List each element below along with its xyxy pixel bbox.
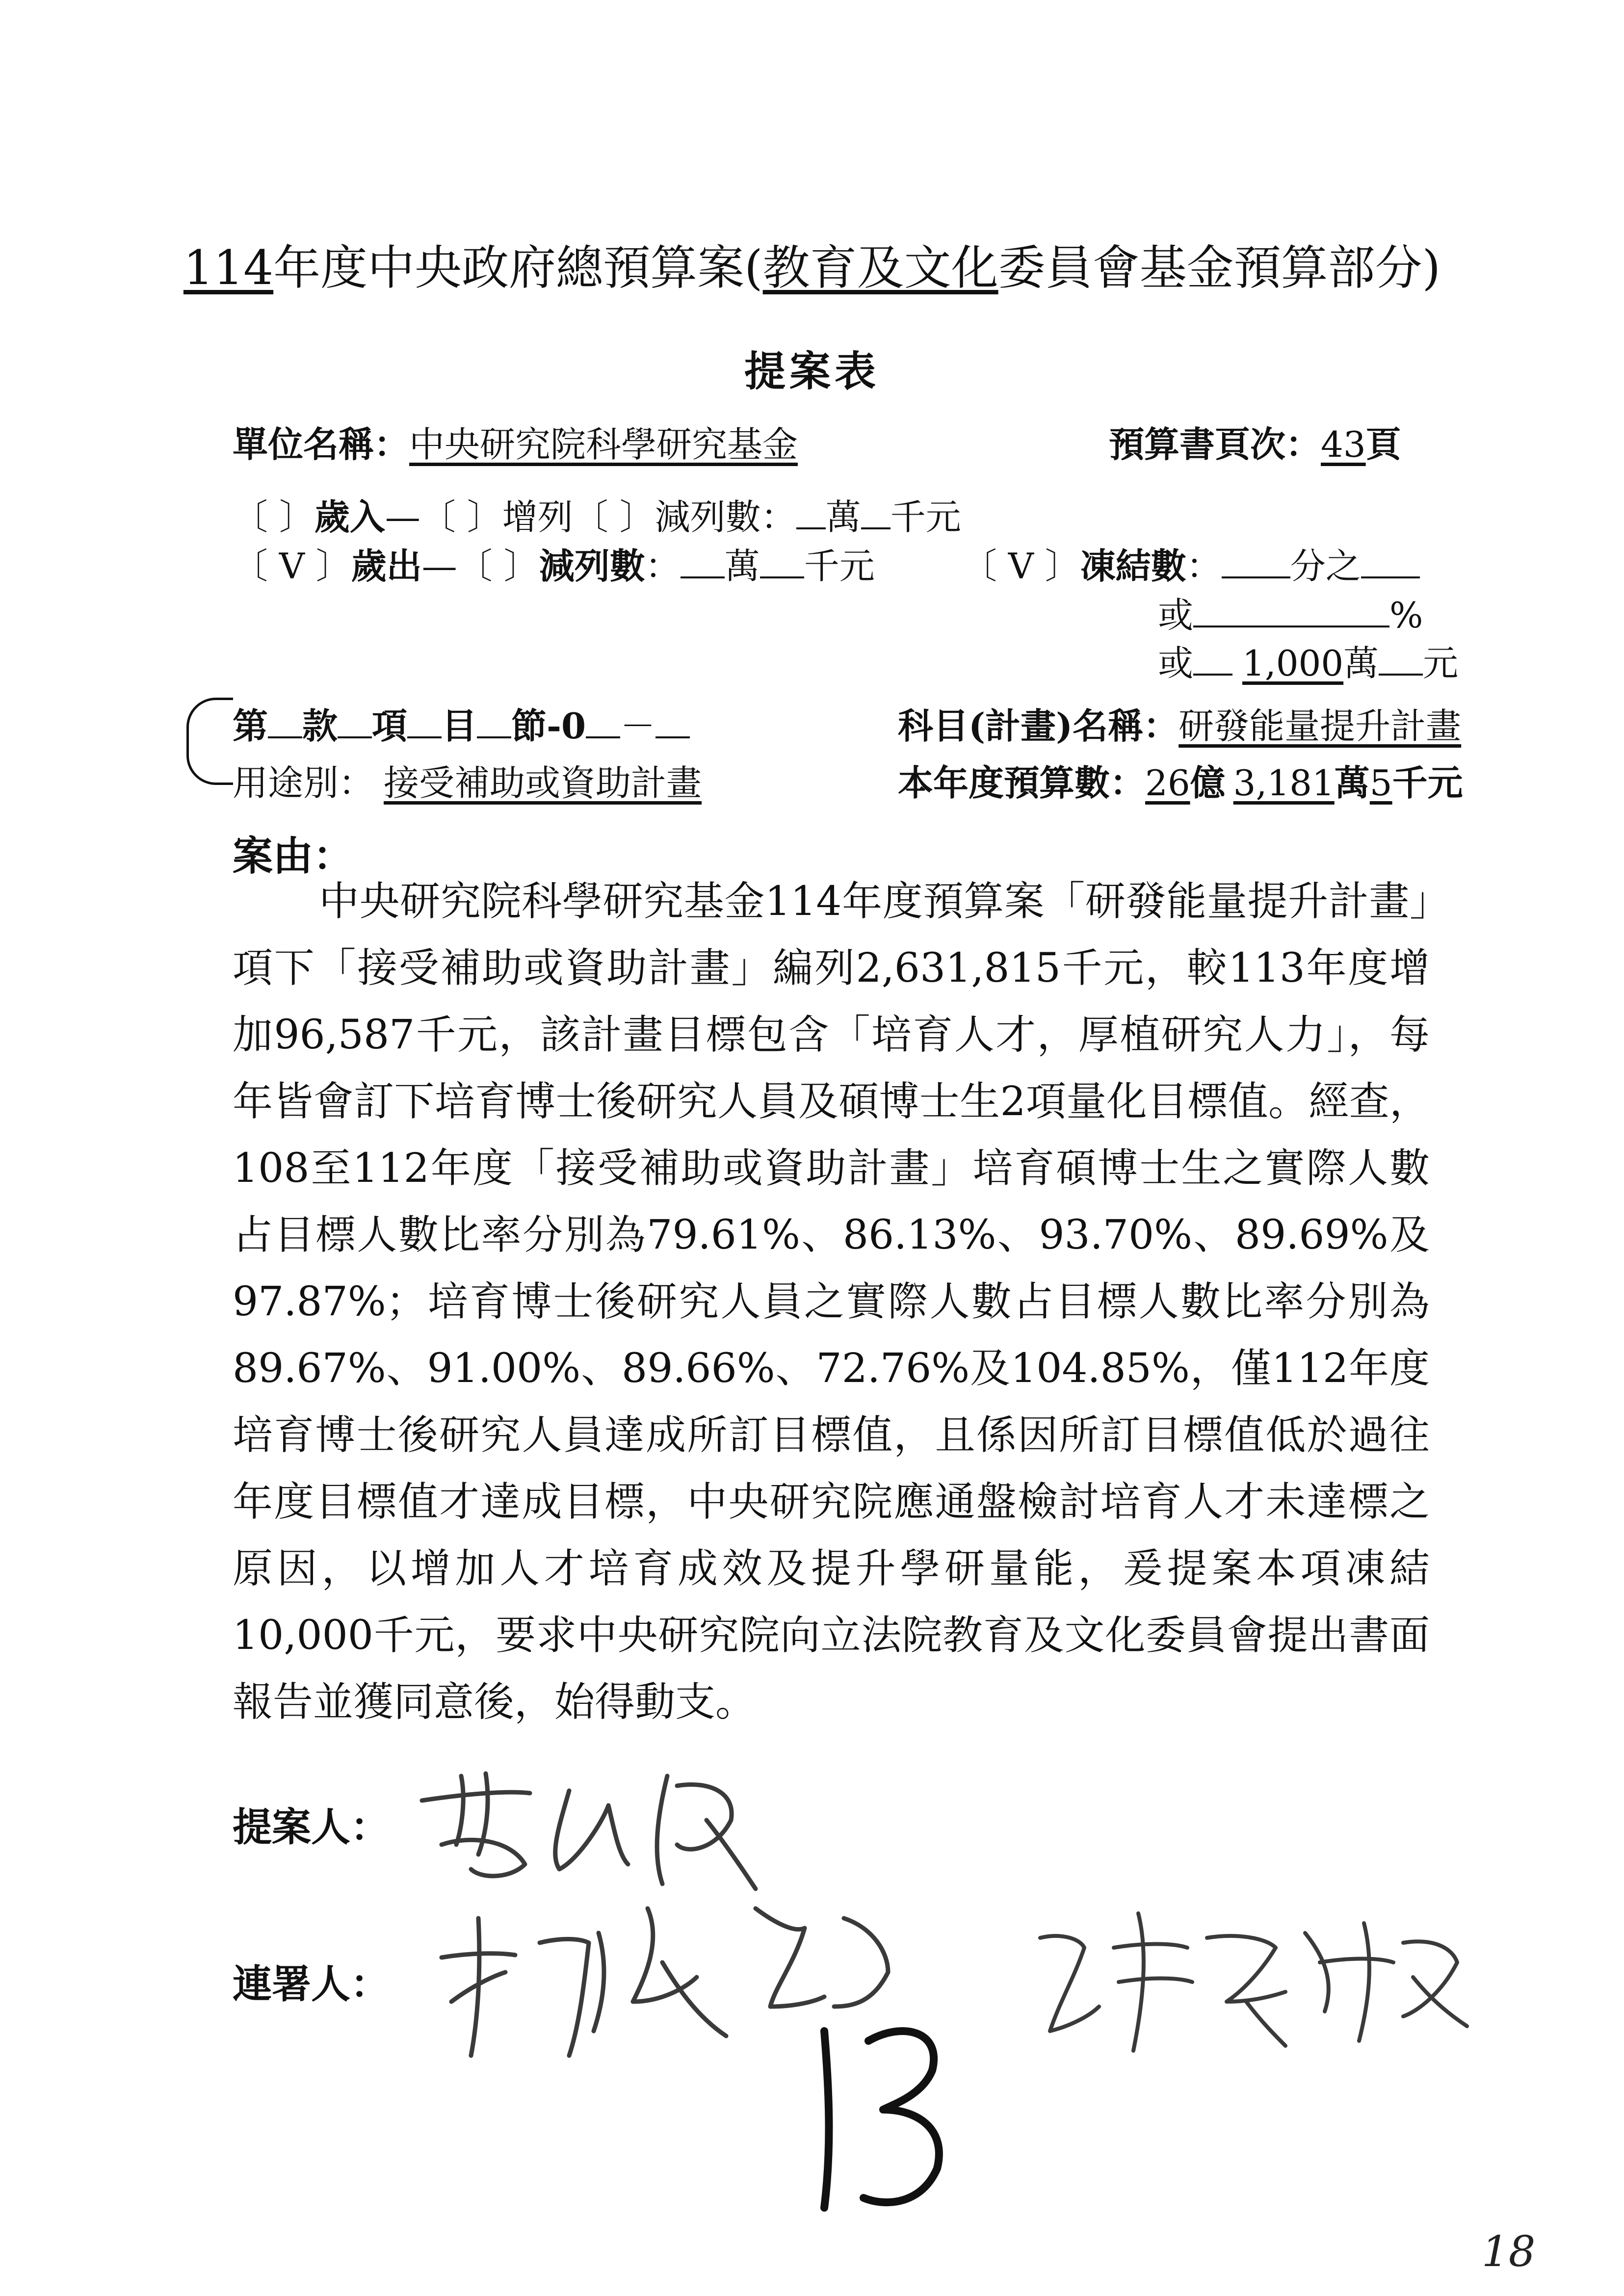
freeze-row	[962, 538, 1420, 589]
expense-wan: 萬	[724, 546, 760, 587]
revenue-label: 歲入	[314, 496, 385, 538]
expense-dash: —〔 〕	[421, 546, 539, 587]
revenue-qian: 千元	[890, 496, 961, 538]
subject-label: 科目(計畫)名稱：	[898, 705, 1179, 747]
revenue-qian-blank	[861, 498, 891, 529]
page-number: 18	[1482, 2227, 1536, 2276]
item-dash: －	[620, 705, 656, 747]
title-suffix: 委員會基金預算部分)	[998, 240, 1441, 295]
or-percent-or: 或	[1158, 595, 1194, 636]
freeze-colon: ：	[1186, 546, 1222, 587]
or-percent-row	[1158, 587, 1423, 638]
budget-yi: 億	[1190, 762, 1226, 804]
use-row	[233, 755, 702, 806]
budget-yi-value: 26	[1145, 762, 1190, 804]
tail-blank	[655, 707, 690, 738]
item-kuan: 款	[302, 705, 338, 747]
proposer-label: 提案人：	[233, 1804, 390, 1850]
subject-row	[898, 698, 1461, 749]
cosigner-signature-2	[1030, 1904, 1472, 2072]
item-xiang: 項	[372, 705, 408, 747]
unit-row	[233, 416, 798, 467]
item-di: 第	[233, 705, 268, 747]
page-title	[0, 231, 1624, 298]
mu-blank	[407, 707, 442, 738]
reason-text: 中央研究院科學研究基金114年度預算案「研發能量提升計畫」項下「接受補助或資助計畫」編列2,631,815千元，較113年度增加96,587千元，該計畫目標包含「培育人才，厚植研究人力」，每年皆會訂下培育博士後研究人員及碩博士生2項量化目標值。經查，108至112年度「接受補助或資助計畫」培育碩博士生之實際人數占目標人數比率分別為79.61%、86.13%、93.70%、89.69%及97.87%；培育博士後研究人員之實際人數占目標人數比率分別為89.67%、91.00%、89.66%、72.76%及104.85%，僅112年度培育博士後研究人員達成所訂目標值，且係因所訂目標值低於過往年度目標值才達成目標，中央研究院應通盤檢討培育人才未達標之原因，以增加人才培育成效及提升學研量能，爰提案本項凍結10,000千元，要求中央研究院向立法院教育及文化委員會提出書面報告並獲同意後，始得動支。	[233, 878, 1430, 1725]
title-year: 114	[183, 240, 274, 295]
revenue-wan: 萬	[825, 496, 861, 538]
expense-wan-blank	[681, 547, 725, 578]
or-amount-row	[1158, 635, 1458, 686]
handwritten-number	[795, 2011, 962, 2219]
freeze-amount-qian: 元	[1423, 643, 1459, 684]
expense-reduce-label: 減列數	[539, 545, 645, 587]
proposer-signature	[412, 1747, 765, 1905]
budget-wan-value: 3,181	[1233, 762, 1335, 804]
title-prefix: 年度中央政府總預算案(	[273, 240, 763, 295]
xiang-blank	[338, 707, 372, 738]
item-jie: 節-0	[511, 705, 586, 747]
freeze-amount-wan: 萬	[1343, 643, 1379, 684]
percent-blank	[1193, 596, 1389, 627]
unit-value: 中央研究院科學研究基金	[409, 424, 798, 465]
revenue-rest: —〔 〕增列〔 〕減列數：	[385, 496, 796, 538]
use-label: 用途別：	[233, 762, 374, 804]
expense-rest: ：	[645, 546, 681, 587]
revenue-wan-blank	[796, 498, 826, 529]
budget-row	[898, 755, 1463, 806]
budget-qian: 千元	[1392, 762, 1463, 804]
freeze-check: 〔 V 〕	[962, 546, 1080, 587]
expense-qian: 千元	[804, 546, 875, 587]
form-subtitle: 提案表	[744, 347, 880, 395]
amount-lead-blank	[1193, 644, 1232, 676]
revenue-check: 〔 〕	[233, 496, 314, 538]
percent-sign: %	[1389, 595, 1423, 636]
budget-page-row	[1109, 416, 1401, 467]
revenue-row	[233, 489, 961, 540]
jie-blank	[477, 707, 511, 738]
freeze-amount-value: 1,000	[1242, 643, 1344, 684]
item-mu: 目	[442, 705, 477, 747]
reason-label: 案由：	[233, 833, 354, 880]
amount-qian-blank	[1379, 644, 1423, 676]
jie-sub-blank	[586, 707, 620, 738]
title-committee: 教育及文化	[762, 240, 998, 295]
subject-value: 研發能量提升計畫	[1179, 705, 1462, 747]
item-bracket	[186, 698, 233, 785]
freeze-label: 凍結數	[1080, 545, 1186, 587]
expense-qian-blank	[760, 547, 804, 578]
freeze-numerator-blank	[1222, 547, 1290, 578]
use-value: 接受補助或資助計畫	[384, 762, 702, 804]
expense-check: 〔 V 〕	[233, 546, 351, 587]
freeze-fraction: 分之	[1290, 546, 1361, 587]
cosigner-label: 連署人：	[233, 1961, 390, 2007]
page-unit: 頁	[1365, 423, 1401, 465]
freeze-denominator-blank	[1361, 547, 1420, 578]
page-value: 43	[1321, 424, 1366, 465]
page-label: 預算書頁次：	[1109, 423, 1321, 465]
budget-wan: 萬	[1334, 762, 1370, 804]
item-row	[233, 698, 690, 749]
expense-label: 歲出	[351, 545, 422, 587]
budget-qian-value: 5	[1369, 762, 1392, 804]
budget-label: 本年度預算數：	[898, 762, 1146, 804]
kuan-blank	[268, 707, 302, 738]
expense-row	[233, 538, 875, 589]
or-amount-or: 或	[1158, 643, 1194, 684]
unit-label: 單位名稱：	[233, 423, 410, 465]
